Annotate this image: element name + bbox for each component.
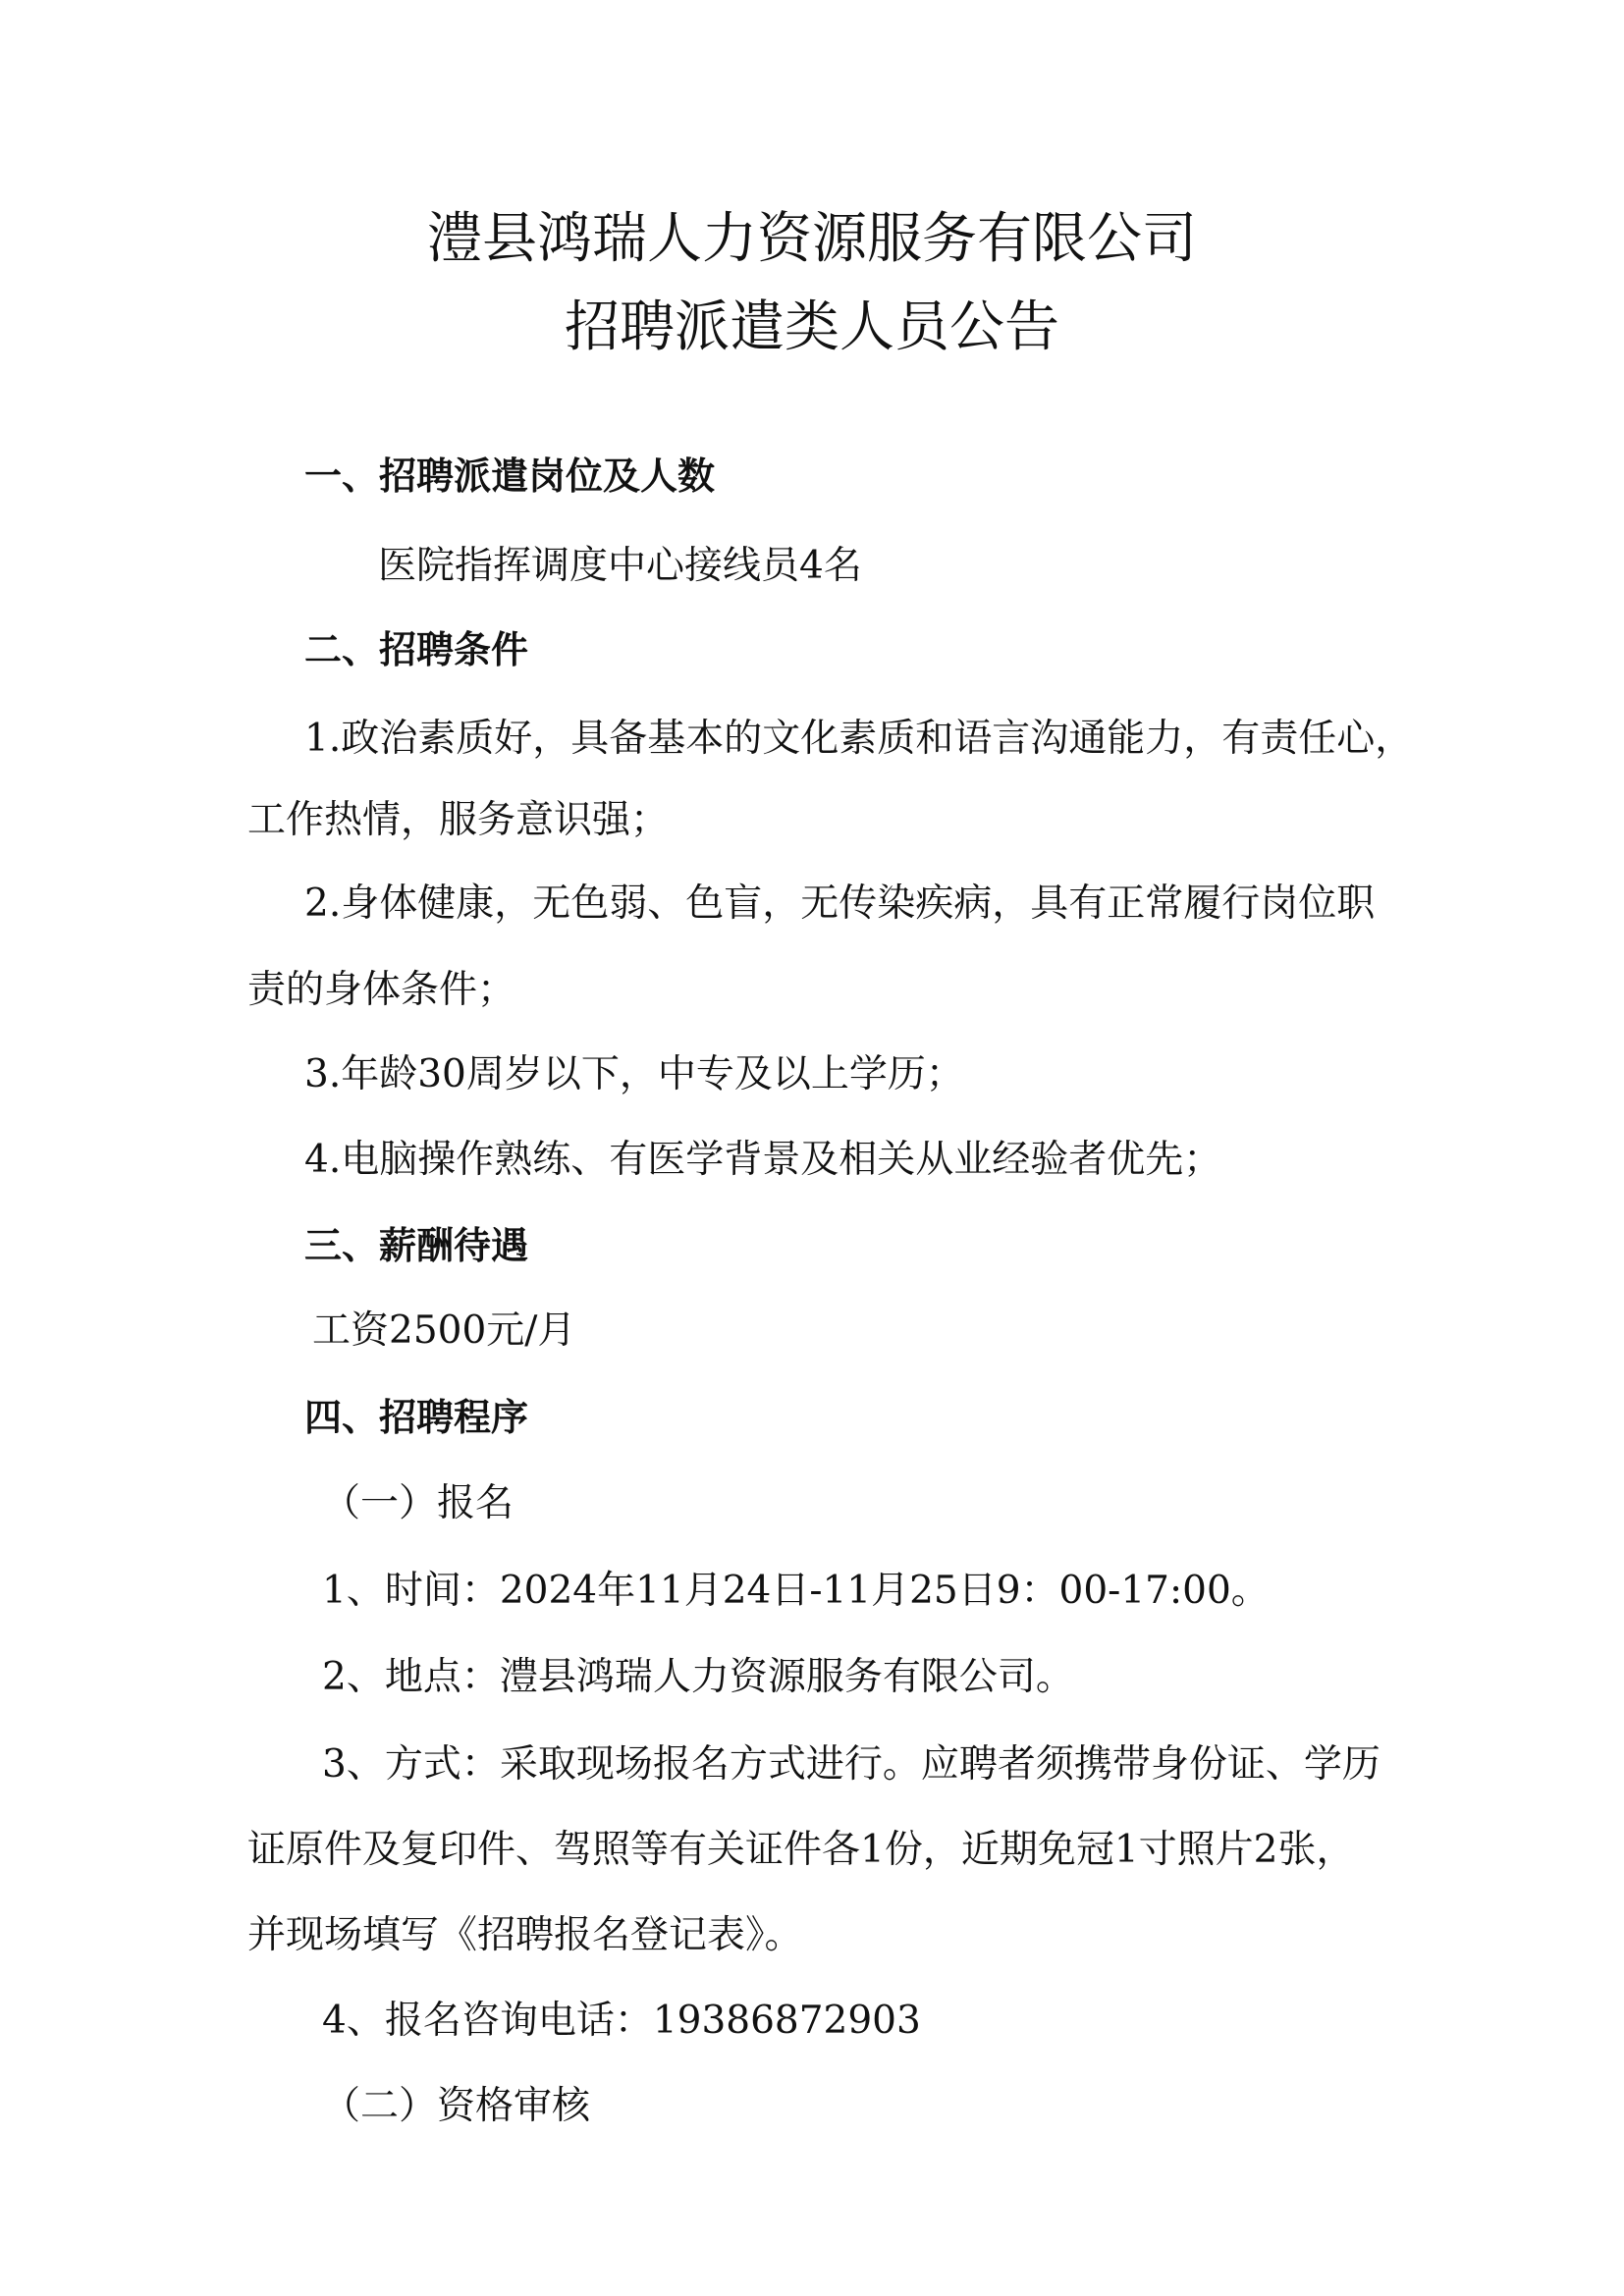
condition-item-4: 4.电脑操作熟练、有医学背景及相关从业经验者优先； bbox=[304, 1138, 1222, 1182]
registration-method-line-3: 并现场填写《招聘报名登记表》。 bbox=[247, 1913, 803, 1957]
procedure-sub-registration: （一）报名 bbox=[322, 1481, 514, 1525]
company-title: 澧县鸿瑞人力资源服务有限公司 bbox=[427, 207, 1197, 271]
condition-item-2-line-1: 2.身体健康，无色弱、色盲，无传染疾病，具有正常履行岗位职 bbox=[304, 881, 1376, 926]
section-heading-conditions: 二、招聘条件 bbox=[304, 628, 529, 671]
condition-item-1-line-1: 1.政治素质好，具备基本的文化素质和语言沟通能力，有责任心， bbox=[304, 717, 1414, 761]
condition-item-3: 3.年龄30周岁以下，中专及以上学历； bbox=[304, 1052, 964, 1096]
notice-title: 招聘派遣类人员公告 bbox=[565, 295, 1059, 359]
salary-text: 工资2500元/月 bbox=[312, 1308, 576, 1353]
procedure-sub-qualification: （二）资格审核 bbox=[322, 2084, 591, 2128]
condition-item-2-line-2: 责的身体条件； bbox=[247, 968, 516, 1012]
registration-method-line-2: 证原件及复印件、驾照等有关证件各1份，近期免冠1寸照片2张， bbox=[247, 1828, 1355, 1872]
registration-place: 2、地点：澧县鸿瑞人力资源服务有限公司。 bbox=[322, 1655, 1074, 1699]
registration-method-line-1: 3、方式：采取现场报名方式进行。应聘者须携带身份证、学历 bbox=[322, 1742, 1380, 1787]
registration-time: 1、时间：2024年11月24日-11月25日9：00-17:00。 bbox=[322, 1569, 1270, 1613]
section-heading-positions: 一、招聘派遣岗位及人数 bbox=[304, 454, 716, 498]
positions-text: 医院指挥调度中心接线员4名 bbox=[378, 544, 862, 588]
condition-item-1-line-2: 工作热情，服务意识强； bbox=[247, 798, 670, 842]
section-heading-procedure: 四、招聘程序 bbox=[304, 1396, 529, 1439]
registration-phone: 4、报名咨询电话：19386872903 bbox=[322, 1999, 921, 2043]
section-heading-salary: 三、薪酬待遇 bbox=[304, 1224, 529, 1267]
